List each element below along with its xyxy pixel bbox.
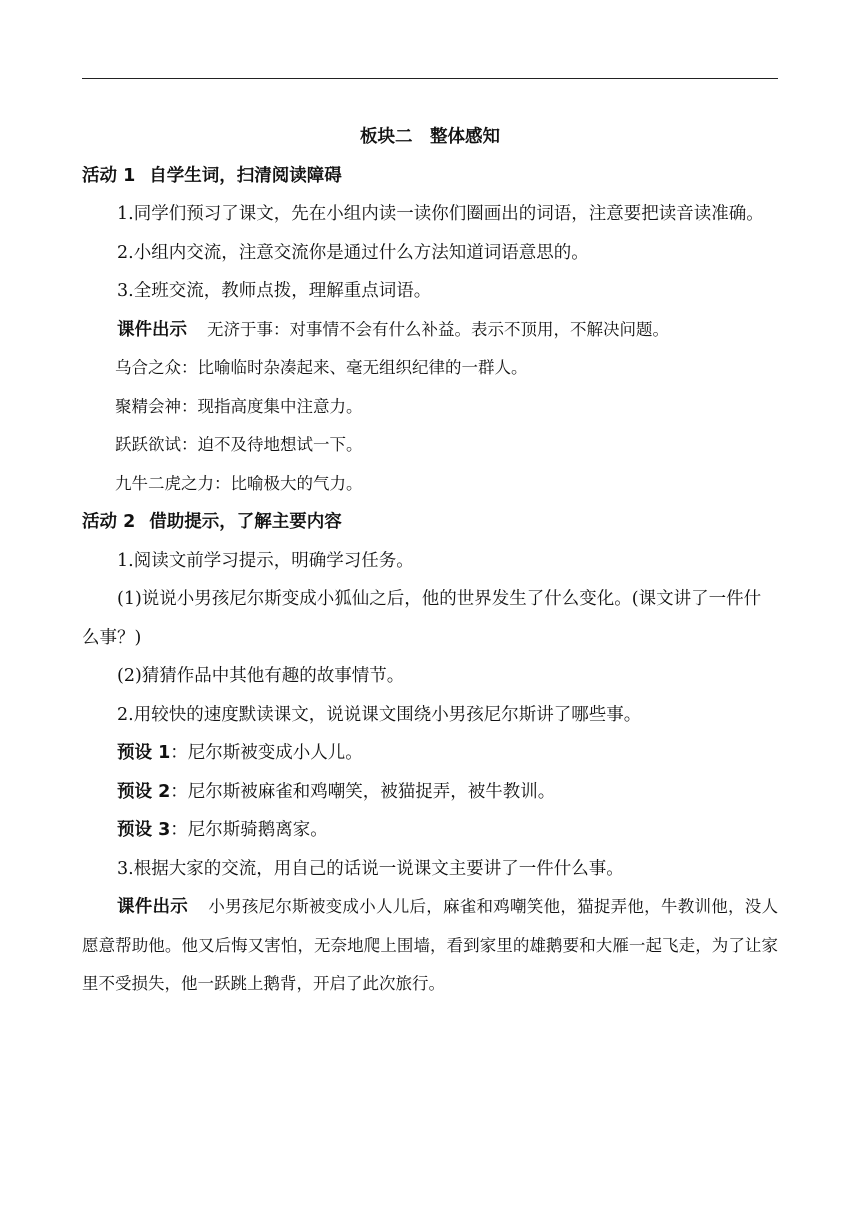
- section-title: 板块二 整体感知: [360, 127, 500, 147]
- activity2-sub-2: (2)猜猜作品中其他有趣的故事情节。: [117, 666, 405, 686]
- activity1-item-2: 2.小组内交流，注意交流你是通过什么方法知道词语意思的。: [117, 242, 589, 263]
- courseware-definition-1: [82, 311, 778, 350]
- preset-text: ：尼尔斯被麻雀和鸡嘲笑，被猫捉弄，被牛教训。: [170, 781, 556, 802]
- lesson-content: [82, 118, 778, 1004]
- preset-label: 预设 3: [117, 820, 171, 840]
- activity1-heading: [82, 157, 778, 196]
- header-rule: [82, 78, 778, 79]
- preset-label: 预设 2: [117, 781, 171, 802]
- preset-label: 预设 1: [117, 743, 171, 763]
- activity1-label: 活动 1: [82, 165, 136, 186]
- activity2-step-3: 3.根据大家的交流，用自己的话说一说课文主要讲了一件什么事。: [117, 858, 624, 879]
- courseware-label: 课件出示: [117, 319, 187, 340]
- activity1-item-3: 3.全班交流，教师点拨，理解重点词语。: [117, 281, 432, 301]
- preset-text: ：尼尔斯被变成小人儿。: [170, 743, 363, 763]
- preset-1: [82, 734, 778, 773]
- activity2-step-1: 1.阅读文前学习提示，明确学习任务。: [117, 550, 414, 571]
- courseware-summary: [82, 888, 778, 1004]
- preset-3: [82, 811, 778, 850]
- activity2-label: 活动 2: [82, 512, 136, 532]
- preset-2: [82, 773, 778, 812]
- document-page: [82, 0, 778, 1216]
- preset-text: ：尼尔斯骑鹅离家。: [170, 820, 328, 840]
- activity1-item-1: 1.同学们预习了课文，先在小组内读一读你们圈画出的词语，注意要把读音读准确。: [117, 204, 764, 224]
- courseware-summary-text: 小男孩尼尔斯被变成小人儿后，麻雀和鸡嘲笑他，猫捉弄他，牛教训他，没人愿意帮助他。他又后悔又害怕，无奈地爬上围墙，看到家里的雄鹅要和大雁一起飞走，为了让家里不受损失，他一跃跳上鹅背，开启了此次旅行。: [82, 897, 779, 993]
- courseware-definition-2: 乌合之众：比喻临时杂凑起来、毫无组织纪律的一群人。: [115, 358, 528, 377]
- courseware-definition-3: 聚精会神：现指高度集中注意力。: [115, 396, 363, 416]
- activity2-sub-1: (1)说说小男孩尼尔斯变成小狐仙之后，他的世界发生了什么变化。(课文讲了一件什么事？): [82, 589, 762, 648]
- definition-text: 无济于事：对事情不会有什么补益。表示不顶用，不解决问题。: [207, 319, 669, 339]
- activity1-title: 自学生词，扫清阅读障碍: [149, 165, 342, 186]
- courseware-definition-5: 九牛二虎之力：比喻极大的气力。: [115, 473, 363, 493]
- activity2-heading: [82, 503, 778, 542]
- activity2-step-2: 2.用较快的速度默读课文，说说课文围绕小男孩尼尔斯讲了哪些事。: [117, 704, 642, 725]
- activity2-title: 借助提示，了解主要内容: [149, 512, 342, 532]
- courseware-definition-4: 跃跃欲试：迫不及待地想试一下。: [115, 435, 363, 454]
- courseware-label: 课件出示: [117, 897, 189, 917]
